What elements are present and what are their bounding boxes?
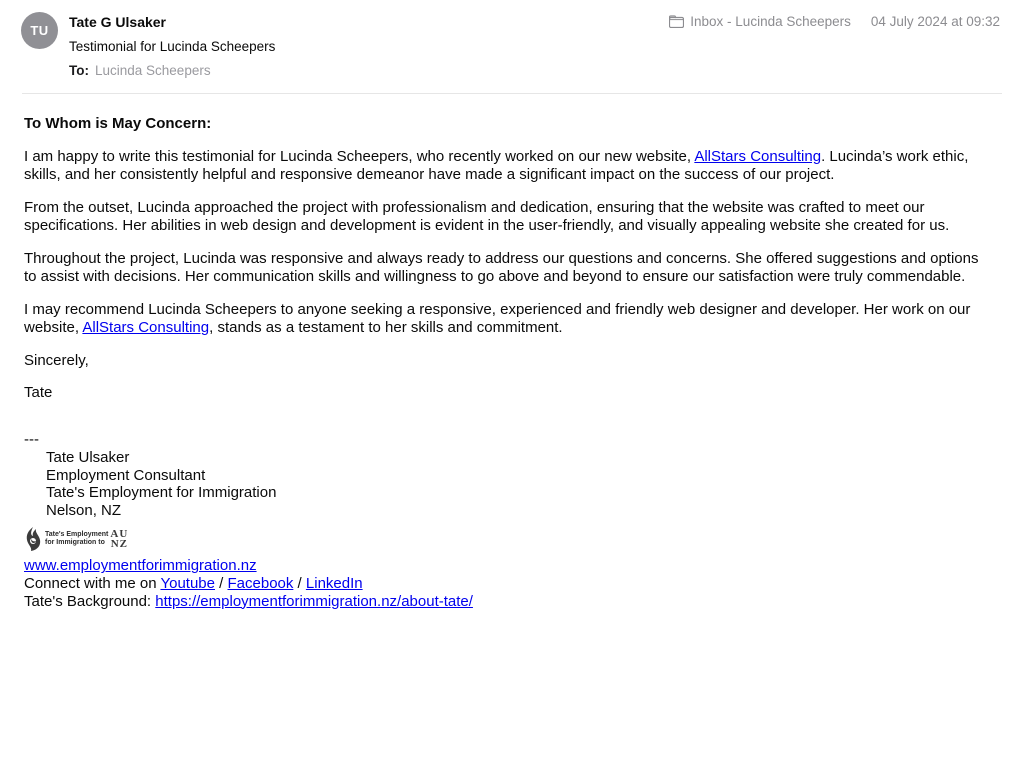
paragraph-3: Throughout the project, Lucinda was responsive and always ready to address our questions and concerns. She offered suggestions and options to assist with decisions. Her communication skills and willingness to go above and beyond to ensure our satisfaction were truly commendable. xyxy=(24,249,979,285)
signature-location: Nelson, NZ xyxy=(46,502,122,520)
website-link[interactable]: www.employmentforimmigration.nz xyxy=(24,557,257,575)
allstars-link-1[interactable]: AllStars Consulting xyxy=(694,147,822,165)
mailbox-name: Inbox - Lucinda Scheepers xyxy=(690,14,851,29)
signature-title: Employment Consultant xyxy=(46,466,206,484)
signature-block xyxy=(46,449,986,520)
salutation: To Whom is May Concern: xyxy=(24,115,212,132)
header-divider xyxy=(22,93,1002,94)
avatar-initials: TU xyxy=(30,23,49,38)
signature-name: Tate Ulsaker xyxy=(46,449,130,466)
flame-icon xyxy=(24,526,44,552)
facebook-link[interactable]: Facebook xyxy=(227,575,294,593)
paragraph-2: From the outset, Lucinda approached the project with professionalism and dedication, ensuring that the website was crafted to meet our specifications. Her abilities in web design and development is evident in the user-friendly, and visually appealing website she created for us. xyxy=(24,198,950,234)
to-recipient[interactable]: Lucinda Scheepers xyxy=(95,63,211,78)
paragraph-1-text-after: . Lucinda’s work ethic, skills, and her consistently helpful and responsive demeanor have made a significant impact on the success of our project. xyxy=(24,147,969,183)
avatar xyxy=(21,12,58,49)
paragraph-1-text: I am happy to write this testimonial for Lucinda Scheepers, who recently worked on our new website, xyxy=(24,147,695,165)
logo-text-line2: for Immigration to xyxy=(45,538,105,546)
logo-au: AU xyxy=(110,527,129,540)
allstars-link-2[interactable]: AllStars Consulting xyxy=(82,319,210,336)
folder-icon xyxy=(669,15,684,28)
logo-nz: NZ xyxy=(110,537,128,550)
company-logo xyxy=(24,524,128,554)
connect-prefix: Connect with me on xyxy=(24,575,161,593)
to-line xyxy=(69,63,1000,78)
message-header xyxy=(0,0,1024,94)
signature-divider: --- xyxy=(24,430,39,448)
paragraph-4-text: I may recommend Lucinda Scheepers to anyone seeking a responsive, experienced and friendly web designer and developer. Her work on our website, xyxy=(24,300,971,336)
signature-company: Tate's Employment for Immigration xyxy=(46,484,277,502)
background-link[interactable]: https://employmentforimmigration.nz/about-tate/ xyxy=(155,592,473,610)
logo-text-line1: Tate's Employment xyxy=(45,530,109,538)
paragraph-1 xyxy=(24,148,986,185)
to-label: To: xyxy=(69,63,89,78)
link-separator-1: / xyxy=(214,575,228,593)
paragraph-4-text-after: , stands as a testament to her skills and commitment. xyxy=(209,319,563,336)
subject-line: Testimonial for Lucinda Scheepers xyxy=(69,39,276,54)
linkedin-link[interactable]: LinkedIn xyxy=(305,575,363,593)
logo-text xyxy=(45,531,108,547)
sender-name[interactable]: Tate G Ulsaker xyxy=(69,14,167,30)
logo-aunz xyxy=(110,529,128,549)
signature-background-line xyxy=(24,593,986,611)
message-date: 04 July 2024 at 09:32 xyxy=(870,14,1000,29)
background-label: Tate's Background: xyxy=(24,592,156,610)
youtube-link[interactable]: Youtube xyxy=(160,575,215,593)
link-separator-2: / xyxy=(293,575,306,593)
mailbox-chip[interactable] xyxy=(669,14,851,29)
message-body xyxy=(0,94,1010,610)
signoff: Tate xyxy=(24,384,53,401)
paragraph-4 xyxy=(24,301,986,338)
signature-website-line xyxy=(24,557,986,575)
closing: Sincerely, xyxy=(24,351,89,369)
signature-connect-line xyxy=(24,575,986,593)
